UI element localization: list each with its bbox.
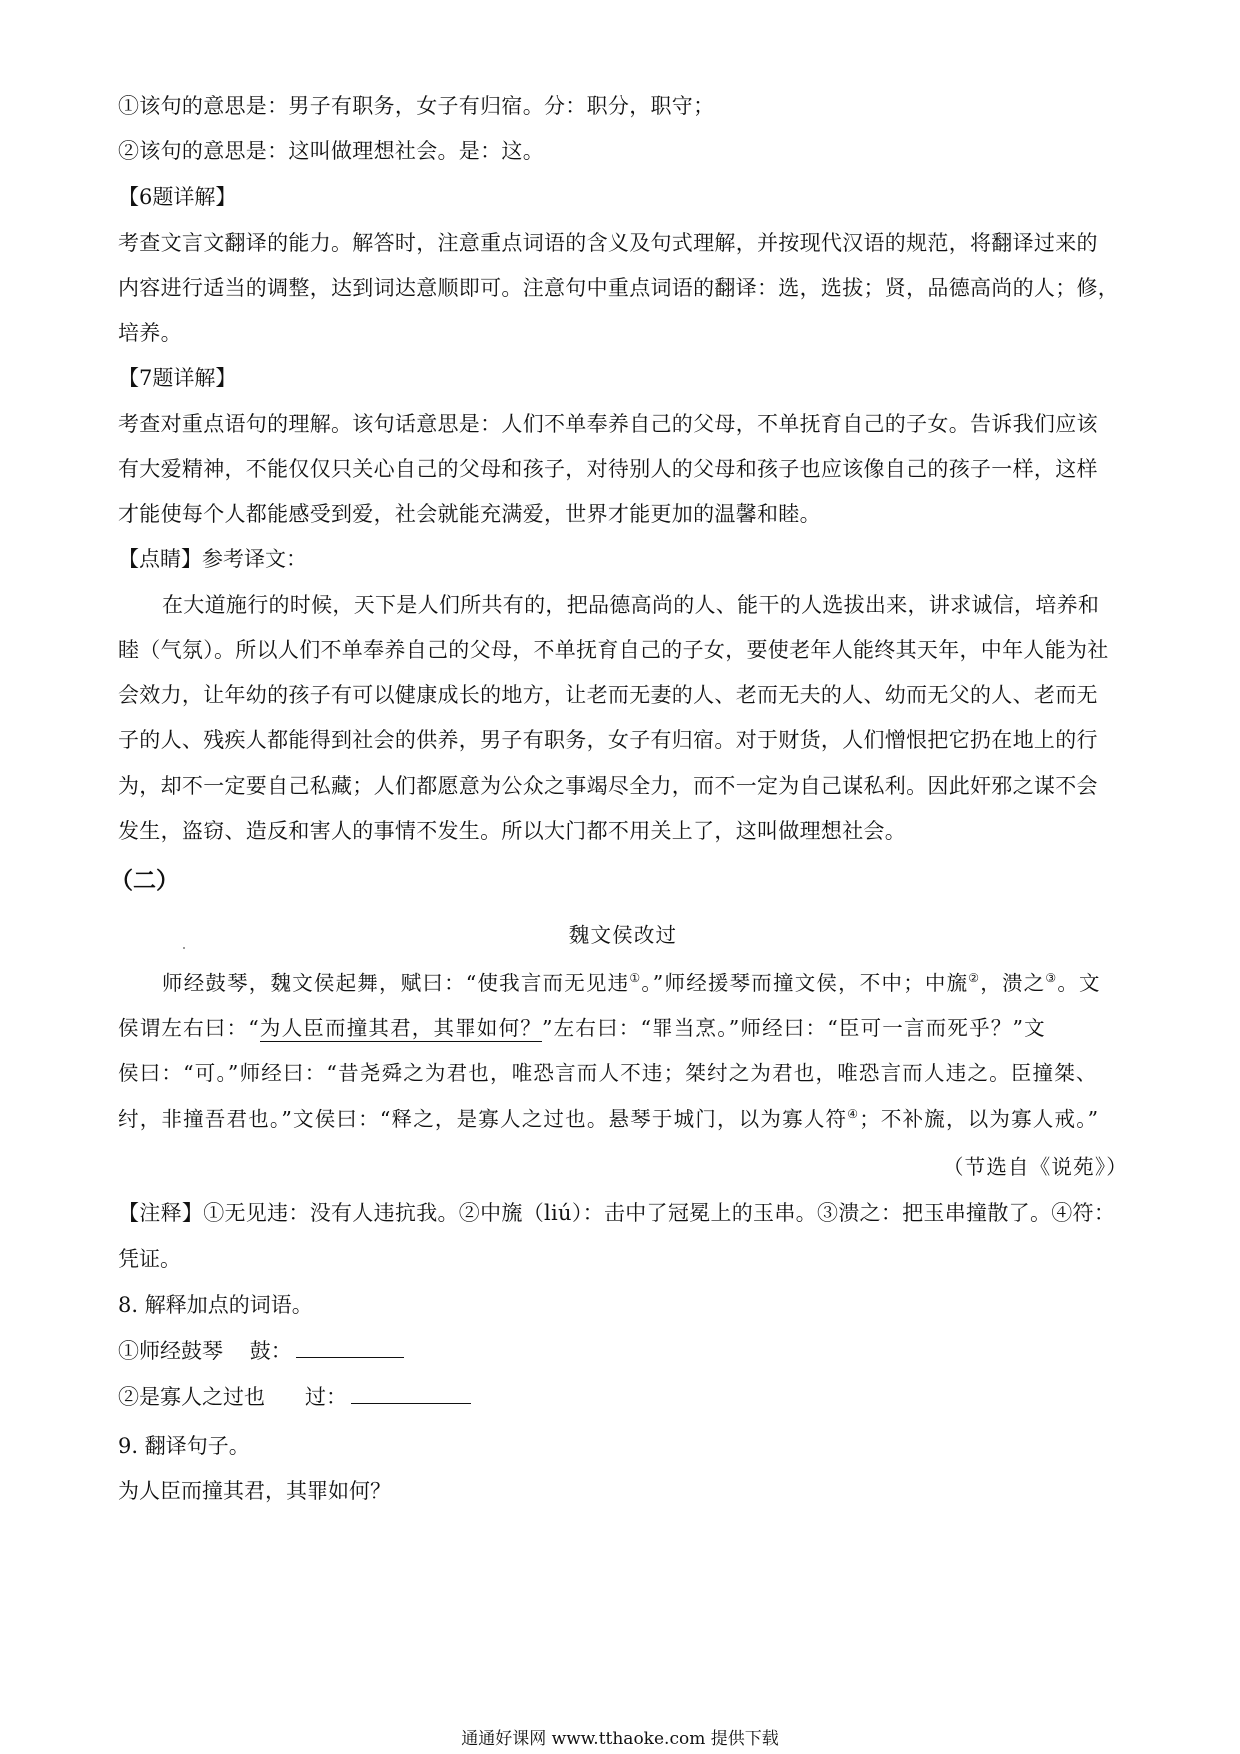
translation-line-1: 在大道施行的时候，天下是人们所共有的，把品德高尚的人、能干的人选拔出来，讲求诚信，培养和: [162, 593, 1100, 617]
passage-text: ”左右曰：“罪当烹。”师经曰：“臣可一言而死乎？”文: [542, 1016, 1046, 1040]
q6-explanation-line-3: 培养。: [118, 321, 182, 345]
q6-explanation-line-1: 考查文言文翻译的能力。解答时，注意重点词语的含义及句式理解，并按现代汉语的规范，将翻译过来的: [118, 231, 1098, 255]
notes-line-1: 【注释】①无见违：没有人违抗我。②中旒（liú）：击中了冠冕上的玉串。③溃之：把玉串撞散了。④符：: [118, 1201, 1116, 1225]
question-8-item-1: [118, 1336, 1128, 1366]
answer-5-line-1: ①该句的意思是：男子有职务，女子有归宿。分：职分，职守；: [118, 94, 715, 118]
footnote-marker-3: ③: [1045, 971, 1058, 985]
passage-line-3: 侯曰：“可。”师经曰：“昔尧舜之为君也，唯恐言而人不违；桀纣之为君也，唯恐言而人违之。臣撞桀、: [118, 1061, 1098, 1085]
item-text: 也 过：: [244, 1385, 348, 1409]
passage-text: 侯谓左右曰：“: [118, 1016, 260, 1040]
footnote-marker-4: ④: [847, 1107, 860, 1121]
translation-line-5: 为，却不一定要自己私藏；人们都愿意为公众之事竭尽全力，而不一定为自己谋私利。因此奸邪之谋不会: [118, 774, 1098, 798]
passage-line-1: [162, 968, 1128, 998]
item-text: ②是寡人之: [118, 1385, 223, 1409]
translation-line-4: 子的人、残疾人都能得到社会的供养，男子有职务，女子有归宿。对于财货，人们憎恨把它扔在地上的行: [118, 728, 1098, 752]
passage-text: 也。悬琴于城门，以为寡人符: [565, 1107, 848, 1131]
passage-title: 魏文侯改过: [568, 923, 678, 947]
underlined-sentence: 为人臣而撞其君，其罪如何？: [259, 1016, 542, 1040]
passage-text: 。”师经援琴而撞文侯，不中；中旒: [641, 971, 969, 995]
footnote-marker-1: ①: [629, 971, 642, 985]
footnote-marker-2: ②: [968, 971, 981, 985]
passage-source: （节选自《说苑》）: [942, 1155, 1128, 1179]
passage-line-4: [118, 1104, 1128, 1134]
passage-text: ，溃之: [980, 971, 1046, 995]
dotted-word-guo-2: 过: [223, 1385, 244, 1409]
q7-explanation-line-1: 考查对重点语句的理解。该句话意思是：人们不单奉养自己的父母，不单抚育自己的子女。告诉我们应该: [118, 412, 1098, 436]
question-9-sentence: 为人臣而撞其君，其罪如何？: [118, 1479, 391, 1503]
passage-text: 。文: [1057, 971, 1101, 995]
answer-blank-gu[interactable]: [296, 1337, 404, 1358]
dianjing-heading: 【点睛】参考译文：: [118, 547, 307, 571]
question-8-prompt: 8. 解释加点的词语。: [118, 1293, 313, 1317]
translation-line-6: 发生，盗窃、造反和害人的事情不发生。所以大门都不用关上了，这叫做理想社会。: [118, 819, 907, 843]
q7-explanation-line-2: 有大爱精神，不能仅仅只关心自己的父母和孩子，对待别人的父母和孩子也应该像自己的孩子一样，这样: [118, 457, 1098, 481]
translation-line-2: 睦（气氛）。所以人们不单奉养自己的父母，不单抚育自己的子女，要使老年人能终其天年，中年人能为社: [118, 638, 1109, 662]
passage-text: ；不补旒，以为寡人戒。”: [859, 1107, 1100, 1131]
translation-line-3: 会效力，让年幼的孩子有可以健康成长的地方，让老而无妻的人、老而无夫的人、幼而无父的人、老而无: [118, 683, 1098, 707]
section-two-heading: （二）: [110, 867, 179, 894]
item-text: 琴 鼓：: [202, 1339, 292, 1363]
passage-text: 纣，非撞吾君也。”文侯曰：“释之，是寡人之: [118, 1107, 544, 1131]
passage-line-2: [118, 1013, 1128, 1043]
question-8-item-2: [118, 1382, 1128, 1412]
q7-heading: 【7题详解】: [118, 366, 237, 390]
item-text: ①师经: [118, 1339, 181, 1363]
notes-line-2: 凭证。: [118, 1247, 181, 1271]
question-9-prompt: 9. 翻译句子。: [118, 1434, 250, 1458]
answer-blank-guo[interactable]: [351, 1383, 471, 1404]
answer-5-line-2: ②该句的意思是：这叫做理想社会。是：这。: [118, 139, 544, 163]
passage-text: 师经鼓琴，魏文侯起舞，赋曰：“使我言而无见违: [162, 971, 630, 995]
dotted-word-guo: 过: [543, 1107, 566, 1131]
q6-explanation-line-2: 内容进行适当的调整，达到词达意顺即可。注意句中重点词语的翻译：选，选拔；贤，品德高尚的人；修，: [118, 276, 1120, 300]
page-footer: 通通好课网 www.tthaoke.com 提供下载: [461, 1729, 779, 1749]
q7-explanation-line-3: 才能使每个人都能感受到爱，社会就能充满爱，世界才能更加的温馨和睦。: [118, 502, 821, 526]
q6-heading: 【6题详解】: [118, 185, 237, 209]
dotted-word-gu: 鼓: [181, 1339, 202, 1363]
